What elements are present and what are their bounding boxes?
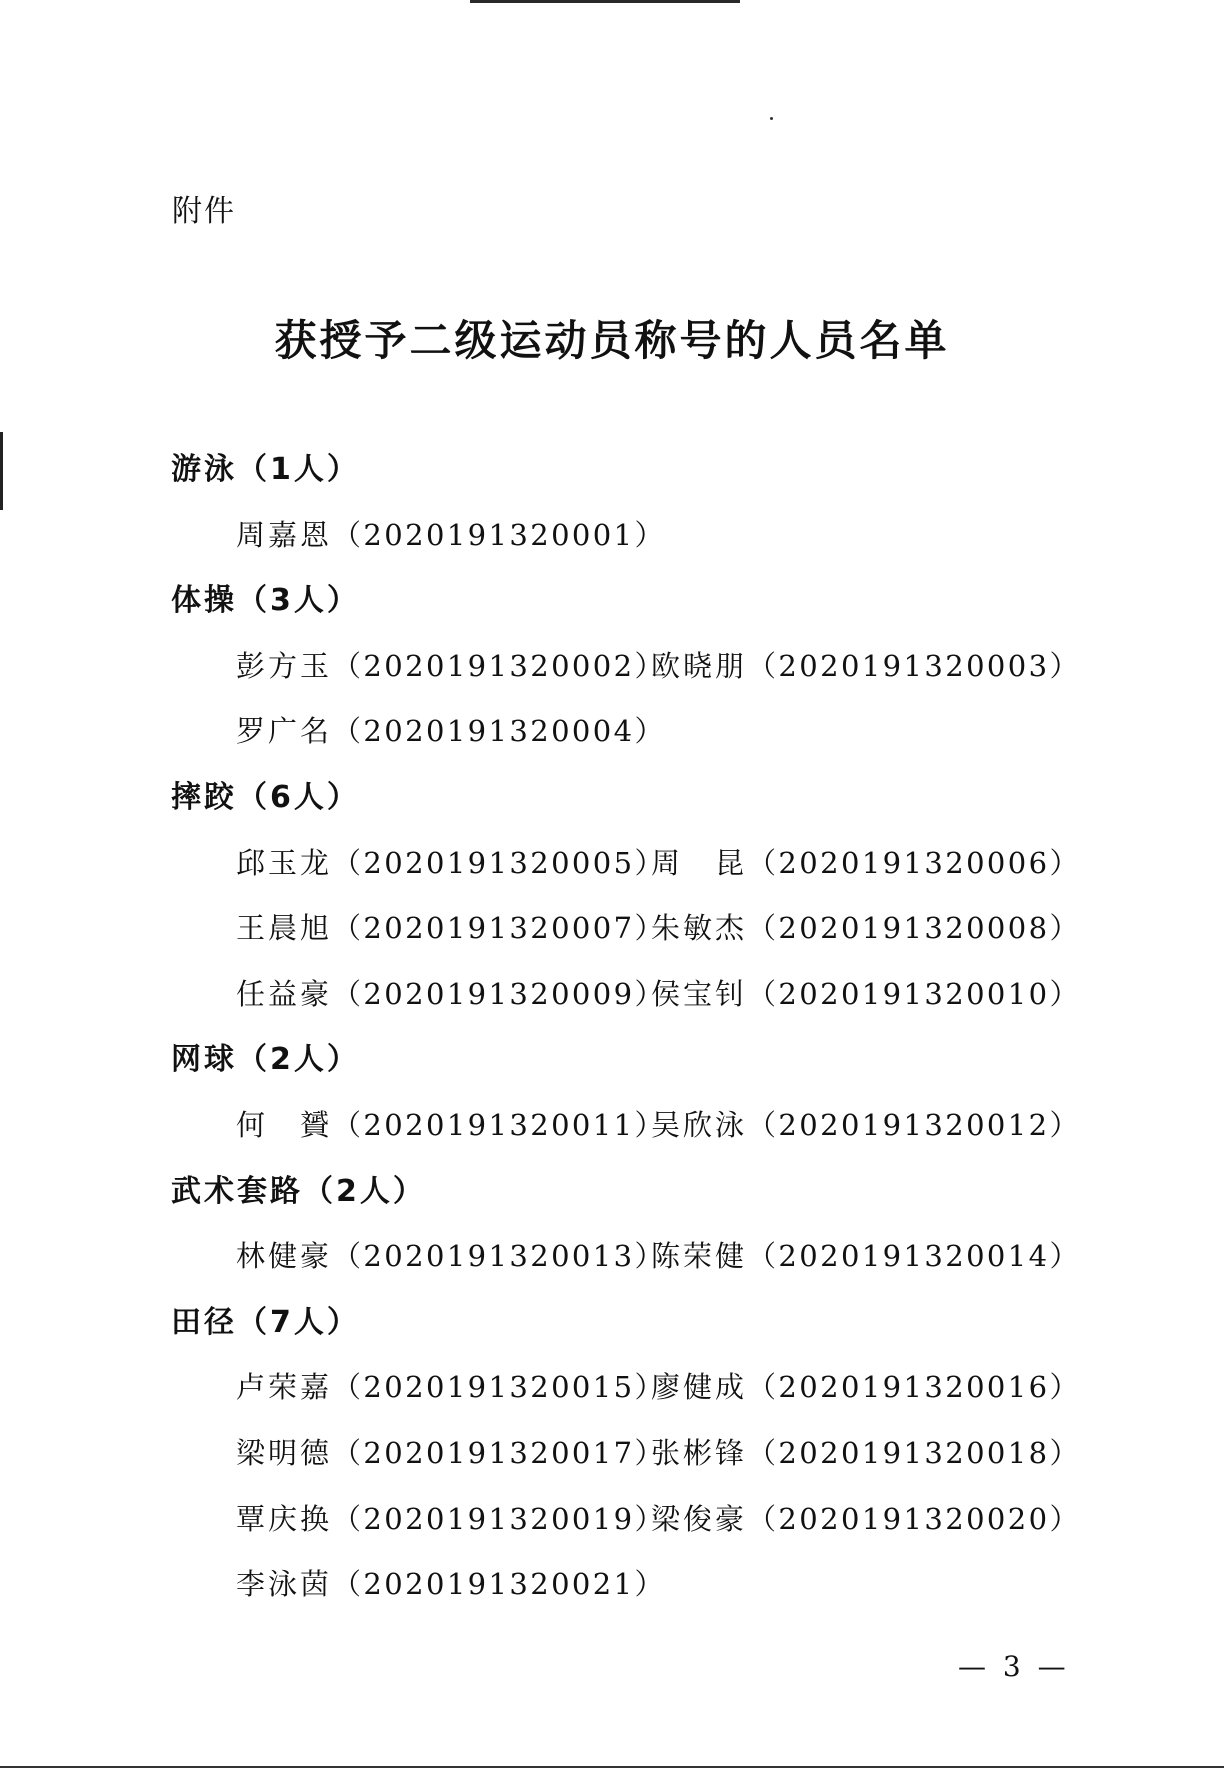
athlete-name: 梁明德 xyxy=(236,1435,333,1470)
athlete-name: 侯宝钊 xyxy=(651,976,748,1011)
athlete-name: 彭方玉 xyxy=(236,648,333,683)
athlete-name: 覃庆换 xyxy=(236,1501,333,1536)
athlete-row xyxy=(171,1224,1081,1290)
athlete-id: （2020191320010） xyxy=(747,976,1081,1011)
athlete-id: （2020191320007） xyxy=(332,911,666,946)
athlete-entry xyxy=(651,1093,1081,1159)
athlete-name: 欧晓朋 xyxy=(651,648,748,683)
section-heading: 游泳（1人） xyxy=(171,452,360,487)
athlete-row xyxy=(171,699,1071,765)
section-heading: 田径（7人） xyxy=(171,1304,360,1340)
athlete-id: （2020191320002） xyxy=(332,648,666,683)
athlete-name: 邱玉龙 xyxy=(236,845,333,880)
athlete-id: （2020191320020） xyxy=(747,1501,1081,1536)
athlete-entry xyxy=(651,1224,1081,1290)
athlete-row xyxy=(171,896,1081,962)
section-heading: 摔跤（6人） xyxy=(171,779,360,815)
athlete-name: 廖健成 xyxy=(651,1370,748,1405)
attachment-label: 附件 xyxy=(172,194,236,229)
athlete-name: 陈荣健 xyxy=(651,1239,748,1274)
athlete-row xyxy=(171,1355,1081,1421)
athlete-entry xyxy=(651,831,1081,897)
athlete-id: （2020191320016） xyxy=(747,1370,1081,1405)
athlete-entry xyxy=(651,1355,1081,1421)
athlete-name: 周嘉恩 xyxy=(236,517,333,552)
athlete-entry xyxy=(236,831,666,897)
athlete-name: 林健豪 xyxy=(236,1239,333,1274)
athlete-entry xyxy=(236,1355,666,1421)
athlete-id: （2020191320004） xyxy=(332,714,666,749)
athlete-id: （2020191320006） xyxy=(747,845,1081,880)
athlete-entry xyxy=(651,634,1081,700)
athlete-entry xyxy=(236,503,666,569)
scan-edge-mark xyxy=(0,432,3,510)
athlete-row xyxy=(171,1421,1081,1487)
athlete-id: （2020191320001） xyxy=(332,517,666,552)
athlete-list xyxy=(171,437,1081,1618)
athlete-name: 罗广名 xyxy=(236,714,333,749)
athlete-entry xyxy=(236,1552,666,1618)
athlete-id: （2020191320009） xyxy=(332,976,666,1011)
athlete-entry xyxy=(651,1487,1081,1553)
athlete-entry xyxy=(236,1093,666,1159)
athlete-entry xyxy=(651,962,1081,1028)
athlete-row xyxy=(171,634,1081,700)
document-title: 获授予二级运动员称号的人员名单 xyxy=(274,316,950,365)
page-number: — 3 — xyxy=(958,1650,1070,1683)
athlete-id: （2020191320003） xyxy=(747,648,1081,683)
athlete-entry xyxy=(651,1421,1081,1487)
athlete-row xyxy=(171,962,1081,1028)
athlete-entry xyxy=(236,634,666,700)
athlete-row xyxy=(171,1093,1081,1159)
athlete-id: （2020191320021） xyxy=(332,1567,666,1602)
athlete-entry xyxy=(651,896,1081,962)
athlete-entry xyxy=(236,1487,666,1553)
athlete-entry xyxy=(236,699,666,765)
section-heading: 体操（3人） xyxy=(171,583,360,619)
athlete-name: 梁俊豪 xyxy=(651,1501,748,1536)
athlete-entry xyxy=(236,1224,666,1290)
athlete-id: （2020191320012） xyxy=(747,1107,1081,1142)
athlete-id: （2020191320013） xyxy=(332,1239,666,1274)
athlete-name: 王晨旭 xyxy=(236,911,333,946)
athlete-id: （2020191320015） xyxy=(332,1370,666,1405)
athlete-name: 卢荣嘉 xyxy=(236,1370,333,1405)
scan-edge-top xyxy=(470,0,740,3)
athlete-row xyxy=(171,1552,1071,1618)
athlete-id: （2020191320014） xyxy=(747,1239,1081,1274)
athlete-entry xyxy=(236,896,666,962)
athlete-name: 朱敏杰 xyxy=(651,911,748,946)
athlete-name: 张彬锋 xyxy=(651,1435,748,1470)
athlete-entry xyxy=(236,1421,666,1487)
scan-speck xyxy=(770,117,773,120)
athlete-name: 周 昆 xyxy=(651,845,748,880)
section-heading: 武术套路（2人） xyxy=(171,1173,426,1209)
athlete-id: （2020191320008） xyxy=(747,911,1081,946)
athlete-row xyxy=(171,831,1081,897)
athlete-name: 吴欣泳 xyxy=(651,1107,748,1142)
athlete-name: 何 贇 xyxy=(236,1107,333,1142)
athlete-id: （2020191320011） xyxy=(332,1107,666,1142)
athlete-id: （2020191320019） xyxy=(332,1501,666,1536)
athlete-id: （2020191320017） xyxy=(332,1435,666,1470)
section-heading: 网球（2人） xyxy=(171,1042,360,1078)
athlete-row xyxy=(171,1487,1081,1553)
athlete-name: 任益豪 xyxy=(236,976,333,1011)
athlete-id: （2020191320018） xyxy=(747,1435,1081,1470)
athlete-entry xyxy=(236,962,666,1028)
athlete-row xyxy=(171,503,1071,569)
athlete-name: 李泳茵 xyxy=(236,1567,333,1602)
athlete-id: （2020191320005） xyxy=(332,845,666,880)
